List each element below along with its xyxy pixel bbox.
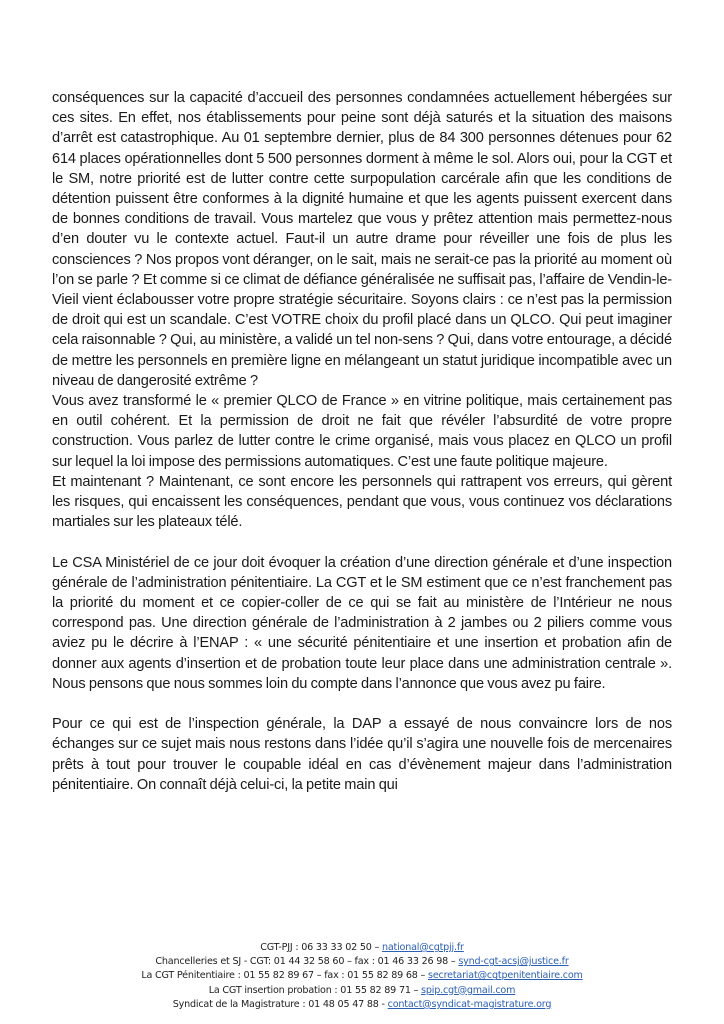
- paragraph-prison-overcrowding: conséquences sur la capacité d’accueil des personnes condamnées actuellement hébergées sur ces sites. En effet, nos établissements pour peine sont déjà saturés et la situation des maisons d’arrêt est catastrophique. Au 01 septembre dernier, plus de 84 300 personnes détenues pour 62 614 places opérationnelles dont 5 500 personnes dorment à même le sol. Alors oui, pour la CGT et le SM, notre priorité est de lutter contre cette surpopulation carcérale afin que les conditions de détention puissent être conformes à la dignité humaine et que les agents puissent exercent dans de bonnes conditions de travail. Vous martelez que vous y prêtez attention mais permettez-nous d’en douter vu le contexte actuel. Faut-il un autre drame pour réveiller une fois de plus les consciences ? Nos propos vont déranger, on le sait, mais ne serait-ce pas la priorité au moment où l’on se parle ? Et comme si ce climat de défiance généralisée ne suffisait pas, l’affaire de Vendin-le-Vieil vient éclabousser votre propre stratégie sécuritaire. Soyons clairs : ce n’est pas la permission de droit qui est un scandale. C’est VOTRE choix du profil placé dans un QLCO. Qui peut imaginer cela raisonnable ? Qui, au ministère, a validé un tel non-sens ? Qui, dans votre entourage, a décidé de mettre les personnels en première ligne en mélangeant un statut juridique incompatible avec un niveau de dangerosité extrême ?: [52, 90, 672, 389]
- footer-contact-text: Syndicat de la Magistrature : 01 48 05 47 88 -: [172, 998, 388, 1010]
- footer-line-chancelleries: [0, 955, 724, 969]
- document-body: [52, 88, 672, 795]
- paragraph-csa-ministeriel: Le CSA Ministériel de ce jour doit évoquer la création d’une direction générale et d’une inspection générale de l’administration pénitentiaire. La CGT et le SM estiment que ce n’est franchement pas la priorité du moment et ce copier-coller de ce qui se fait au ministère de l’Intérieur ne nous correspond pas. Une direction générale de l’administration à 2 jambes ou 2 piliers comme vous aviez pu le décrire à l’ENAP : « une sécurité pénitentiaire et une insertion et probation afin de donner aux agents d’insertion et de probation toute leur place dans une administration centrale ». Nous pensons que nous sommes loin du compte dans l’annonce que vous avez pu faire.: [52, 554, 672, 692]
- paragraph-qlco-showcase: Vous avez transformé le « premier QLCO de France » en vitrine politique, mais certainement pas en outil cohérent. Et la permission de droit ne fait que révéler l’absurdité de votre propre construction. Vous parlez de lutter contre le crime organisé, mais vous placez en QLCO un profil sur lequel la loi impose des permissions automatiques. C’est une faute politique majeure.: [52, 393, 672, 470]
- email-link-cgt-pjj[interactable]: national@cgtpjj.fr: [381, 942, 464, 953]
- footer-contact-text: Chancelleries et SJ - CGT: 01 44 32 58 60 – fax : 01 46 33 26 98 –: [155, 956, 459, 968]
- email-link-cgt-penitentiaire[interactable]: secretariat@cgtpenitentiaire.com: [428, 970, 583, 982]
- contact-footer: [0, 941, 724, 1012]
- footer-line-syndicat-magistrature: [0, 998, 724, 1012]
- footer-contact-text: La CGT insertion probation : 01 55 82 89 71 –: [208, 984, 422, 996]
- paragraph-and-now: Et maintenant ? Maintenant, ce sont encore les personnels qui rattrapent vos erreurs, qui gèrent les risques, qui encaissent les conséquences, pendant que vous, vous continuez vos déclarations martiales sur les plateaux télé.: [52, 473, 672, 531]
- email-link-chancelleries[interactable]: synd-cgt-acsj@justice.fr: [458, 956, 569, 968]
- email-link-syndicat-magistrature[interactable]: contact@syndicat-magistrature.org: [387, 998, 552, 1010]
- footer-line-cgt-pjj: [0, 941, 724, 955]
- footer-line-cgt-insertion-probation: [0, 984, 724, 998]
- paragraph-inspection-generale: Pour ce qui est de l’inspection générale, la DAP a essayé de nous convaincre lors de nos échanges sur ce sujet mais nous restons dans l’idée qu’il s’agira une nouvelle fois de mercenaires prêts à tout pour trouver le coupable idéal en cas d’évènement majeur dans l’administration pénitentiaire. On connaît déjà celui-ci, la petite main qui: [52, 716, 672, 793]
- footer-contact-text: CGT-PJJ : 06 33 33 02 50 –: [260, 942, 382, 953]
- footer-line-cgt-penitentiaire: [0, 969, 724, 983]
- footer-contact-text: La CGT Pénitentiaire : 01 55 82 89 67 – fax : 01 55 82 89 68 –: [141, 970, 429, 982]
- email-link-cgt-insertion-probation[interactable]: spip.cgt@gmail.com: [421, 984, 516, 996]
